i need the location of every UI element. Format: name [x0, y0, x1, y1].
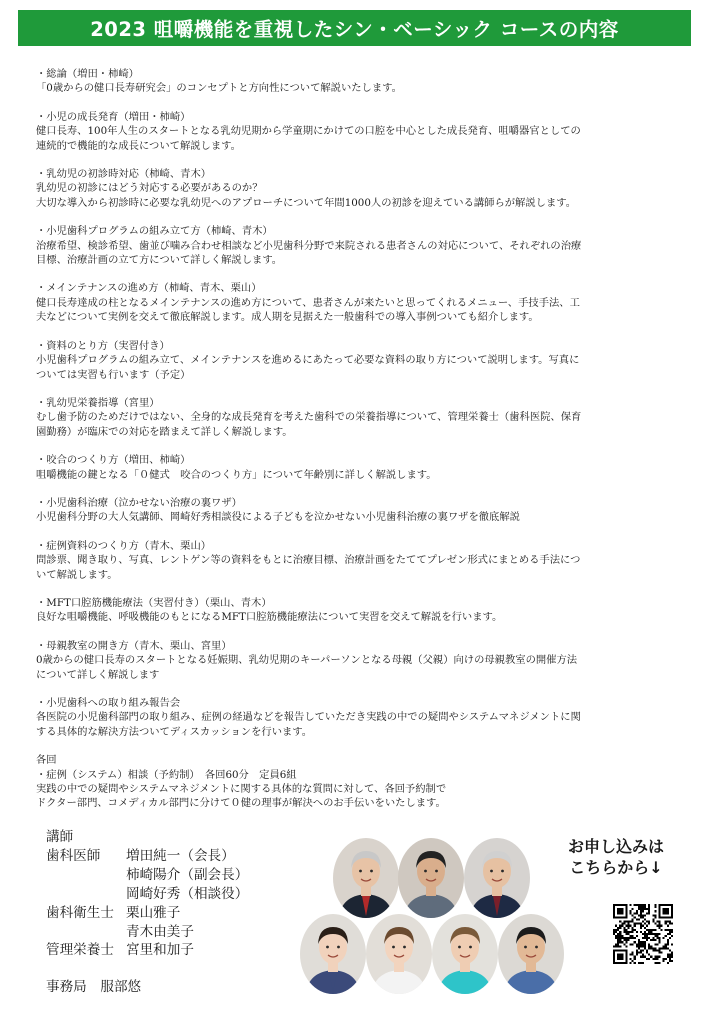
- section-text: 健口長寿達成の柱となるメインテナンスの進め方について、患者さんが来たいと思ってくれるメニュー、手技手法、工: [36, 296, 580, 309]
- section-title: ・資料のとり方（実習付き）: [36, 339, 170, 352]
- lecturer-role: 歯科衛生士: [46, 904, 114, 921]
- section-title: ・メインテナンスの進め方（柿崎、青木、栗山）: [36, 282, 262, 295]
- section-text: ドクター部門、コメディカル部門に分けて０健の理事が解決へのお手伝いをいたします。: [36, 797, 446, 810]
- qr-code-icon[interactable]: [613, 904, 673, 964]
- lecturer-role: 歯科医師: [46, 847, 101, 864]
- course-section: [36, 67, 672, 96]
- page-title: 2023 咀嚼機能を重視したシン・ベーシック コースの内容: [90, 18, 619, 41]
- course-section: [36, 339, 672, 382]
- section-title: ・乳幼児栄養指導（宮里）: [36, 396, 160, 409]
- section-title: ・小児歯科治療（泣かせない治療の裏ワザ）: [36, 496, 242, 509]
- course-section: [36, 753, 672, 811]
- course-section: [36, 596, 672, 625]
- lecturer-row: [46, 941, 248, 960]
- section-title: 各回: [36, 754, 57, 767]
- section-title: ・母親教室の開き方（青木、栗山、宮里）: [36, 639, 232, 652]
- course-content: [36, 67, 672, 825]
- section-text: する具体的な解決方法ついてディスカッションを行います。: [36, 725, 313, 738]
- portrait-icon: [300, 914, 366, 994]
- section-text: 良好な咀嚼機能、呼吸機能のもとになるMFT口腔筋機能療法について実習を交えて解説を行います。: [36, 611, 503, 624]
- section-title: ・小児歯科への取り組み報告会: [36, 697, 181, 709]
- section-text: 各医院の小児歯科部門の取り組み、症例の経過などを報告していただき実践の中での疑問やシステムマネジメントに関: [36, 711, 581, 724]
- lecturer-name: 宮里和加子: [126, 942, 194, 959]
- lecturer-heading: 講師: [46, 829, 74, 845]
- section-text: 「0歳からの健口長寿研究会」のコンセプトと方向性について解説いたします。: [36, 82, 402, 95]
- lecturer-name: 柿崎陽介（副会長）: [126, 866, 249, 883]
- lecturer-role: [46, 885, 126, 904]
- section-text: 園勤務）が臨床での対応を踏まえて詳しく解説します。: [36, 425, 293, 438]
- section-text: 小児歯科分野の大人気講師、岡崎好秀相談役による子どもを泣かせない小児歯科治療の裏ワザを徹底解説: [36, 511, 520, 524]
- lecturer-role: 管理栄養士: [46, 942, 114, 959]
- lecturer-photo-1: [333, 838, 399, 918]
- lecturer-role: [46, 866, 126, 885]
- lecturer-row: [46, 866, 248, 885]
- portrait-icon: [464, 838, 530, 918]
- section-text: について詳しく解説します: [36, 668, 160, 681]
- course-section: [36, 496, 672, 525]
- lecturer-name: 青木由美子: [126, 923, 194, 940]
- portrait-icon: [366, 914, 432, 994]
- section-title: ・小児の成長発育（増田・柿崎）: [36, 110, 191, 123]
- lecturer-photo-7: [498, 914, 564, 994]
- portrait-icon: [432, 914, 498, 994]
- section-text: ついては実習も行います（予定）: [36, 368, 191, 381]
- lecturer-row: [46, 885, 248, 904]
- lecturer-role: [46, 923, 126, 942]
- course-section: [36, 639, 672, 682]
- lecturer-photo-6: [432, 914, 498, 994]
- lecturer-photo-2: [398, 838, 464, 918]
- lecturer-photo-3: [464, 838, 530, 918]
- lecturer-name: 岡崎好秀（相談役）: [126, 885, 249, 902]
- course-section: [36, 167, 672, 210]
- footer-area: [0, 818, 709, 1024]
- lecturer-name: 栗山雅子: [126, 904, 181, 921]
- section-title: ・総論（増田・柿崎）: [36, 68, 139, 80]
- section-text: むし歯予防のためだけではない、全身的な成長発育を考えた歯科での栄養指導について、管理栄養士（歯科医院、保育: [36, 411, 582, 424]
- section-title: ・咬合のつくり方（増田、柿崎）: [36, 454, 191, 467]
- apply-line-1: お申し込みは: [567, 837, 664, 856]
- page-header: [18, 10, 691, 46]
- section-title: ・MFT口腔筋機能療法（実習付き）（栗山、青木）: [36, 596, 272, 609]
- section-text: 問診票、聞き取り、写真、レントゲン等の資料をもとに治療目標、治療計画をたててプレゼン形式にまとめる手法につ: [36, 554, 581, 567]
- section-text: 咀嚼機能の鍵となる「０健式 咬合のつくり方」について年齢別に詳しく解説します。: [36, 468, 437, 481]
- course-section: [36, 224, 672, 267]
- section-text: 小児歯科プログラムの組み立て、メインテナンスを進めるにあたって必要な資料の取り方について説明します。写真に: [36, 354, 580, 367]
- apply-line-2: こちらから↓: [569, 858, 663, 877]
- lecturer-list: [46, 828, 248, 997]
- section-text: 実践の中での疑問やシステムマネジメントに関する具体的な質問に対して、各回予約制で: [36, 783, 447, 796]
- section-text: 大切な導入から初診時に必要な乳幼児へのアプローチについて年間1000人の初診を迎えている講師らが解説します。: [36, 196, 577, 209]
- course-section: [36, 110, 672, 153]
- section-title: ・症例資料のつくり方（青木、栗山）: [36, 539, 212, 552]
- course-section: [36, 696, 672, 739]
- lecturer-row: [46, 923, 248, 942]
- section-text: 0歳からの健口長寿のスタートとなる妊娠期、乳幼児期のキーパーソンとなる母親（父親）向けの母親教室の開催方法: [36, 654, 578, 667]
- section-text: 乳幼児の初診にはどう対応する必要があるのか？: [36, 182, 263, 195]
- course-section: [36, 281, 672, 324]
- section-title: ・乳幼児の初診時対応（柿崎、青木）: [36, 168, 212, 181]
- lecturer-photo-4: [300, 914, 366, 994]
- section-text: 目標、治療計画の立て方について詳しく解説します。: [36, 254, 283, 267]
- portrait-icon: [333, 838, 399, 918]
- section-text: いて解説します。: [36, 568, 118, 581]
- office-contact: 事務局 服部悠: [46, 979, 142, 996]
- portrait-icon: [498, 914, 564, 994]
- section-text: 夫などについて実例を交えて徹底解説します。成人期を見据えた一般歯科での導入事例ついても紹介します。: [36, 311, 539, 324]
- section-text: 治療希望、検診希望、歯並び噛み合わせ相談など小児歯科分野で来院される患者さんの対応について、それぞれの治療: [36, 239, 582, 252]
- section-text: ・症例（システム）相談（予約制） 各回60分 定員6組: [36, 768, 297, 781]
- course-section: [36, 396, 672, 439]
- apply-note: [556, 836, 676, 878]
- section-title: ・小児歯科プログラムの組み立て方（柿崎、青木）: [36, 225, 273, 238]
- section-text: 健口長寿、100年人生のスタートとなる乳幼児期から学童期にかけての口腔を中心とした成長発育、咀嚼器官としての: [36, 125, 581, 138]
- lecturer-row: [46, 904, 248, 923]
- portrait-icon: [398, 838, 464, 918]
- lecturer-row: [46, 847, 248, 866]
- lecturer-photo-5: [366, 914, 432, 994]
- course-section: [36, 453, 672, 482]
- section-text: 連続的で機能的な成長について解説します。: [36, 139, 241, 152]
- lecturer-name: 増田純一（会長）: [126, 847, 235, 864]
- course-section: [36, 539, 672, 582]
